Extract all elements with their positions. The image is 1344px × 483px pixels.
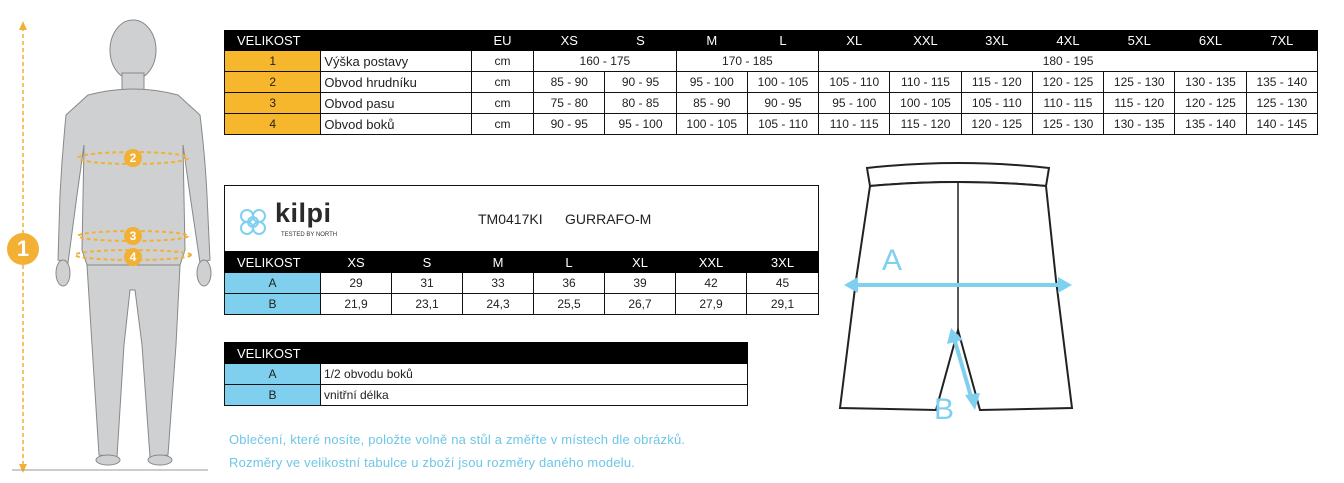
measurement-legend-table [224, 342, 748, 406]
kilpi-logo [235, 198, 355, 242]
product-code: TM0417KI [478, 211, 543, 227]
height-marker [7, 233, 39, 265]
brand-tagline: TESTED BY NORTH [281, 232, 338, 238]
product-size-table [224, 251, 819, 315]
brand-name: kilpi [275, 198, 332, 228]
label-b: B [934, 393, 955, 426]
product-table-header: VELIKOST XS S M L XL XXL 3XL [225, 252, 819, 273]
shorts-diagram [830, 160, 1090, 435]
size-chart-header: VELIKOST EU XS S M L XL XXL 3XL 4XL 5XL 6XL 7XL [225, 31, 1318, 51]
header-eu: EU [471, 31, 533, 51]
product-header [224, 185, 819, 252]
hip-marker: 4 [124, 248, 142, 266]
table-row: 4 Obvod boků cm 90 - 95 95 - 100 100 - 105 105 - 110 110 - 115 115 - 120 120 - 125 125 - 130 130 - 135 135 - 140 140 - 145 [225, 114, 1318, 135]
product-name: GURRAFO-M [565, 211, 652, 227]
table-row: B 21,9 23,1 24,3 25,5 26,7 27,9 29,1 [225, 294, 819, 315]
table-row: 3 Obvod pasu cm 75 - 80 80 - 85 85 - 90 90 - 95 95 - 100 100 - 105 105 - 110 110 - 115 115 - 120 120 - 125 125 - 130 [225, 93, 1318, 114]
note-line-2: Rozměry ve velikostní tabulce u zboží jsou rozměry daného modelu. [229, 455, 636, 470]
chest-marker: 2 [124, 149, 142, 167]
table-row: 1 Výška postavy cm 160 - 175 170 - 185 180 - 195 [225, 51, 1318, 72]
height-marker-label: 1 [16, 236, 30, 261]
table-row: A 1/2 obvodu boků [225, 364, 748, 385]
header-velikost: VELIKOST [225, 31, 472, 51]
waist-marker: 3 [124, 227, 142, 245]
label-a: A [882, 244, 903, 277]
size-chart-table [224, 30, 1318, 135]
knot-icon [235, 204, 271, 240]
table-row: 2 Obvod hrudníku cm 85 - 90 90 - 95 95 - 100 100 - 105 105 - 110 110 - 115 115 - 120 120 - 125 125 - 130 130 - 135 135 - 140 [225, 72, 1318, 93]
note-line-1: Oblečení, které nosíte, položte volně na stůl a změřte v místech dle obrázků. [229, 432, 686, 447]
table-row: B vnitřní délka [225, 385, 748, 406]
legend-header: VELIKOST [225, 343, 748, 364]
table-row: A 29 31 33 36 39 42 45 [225, 273, 819, 294]
